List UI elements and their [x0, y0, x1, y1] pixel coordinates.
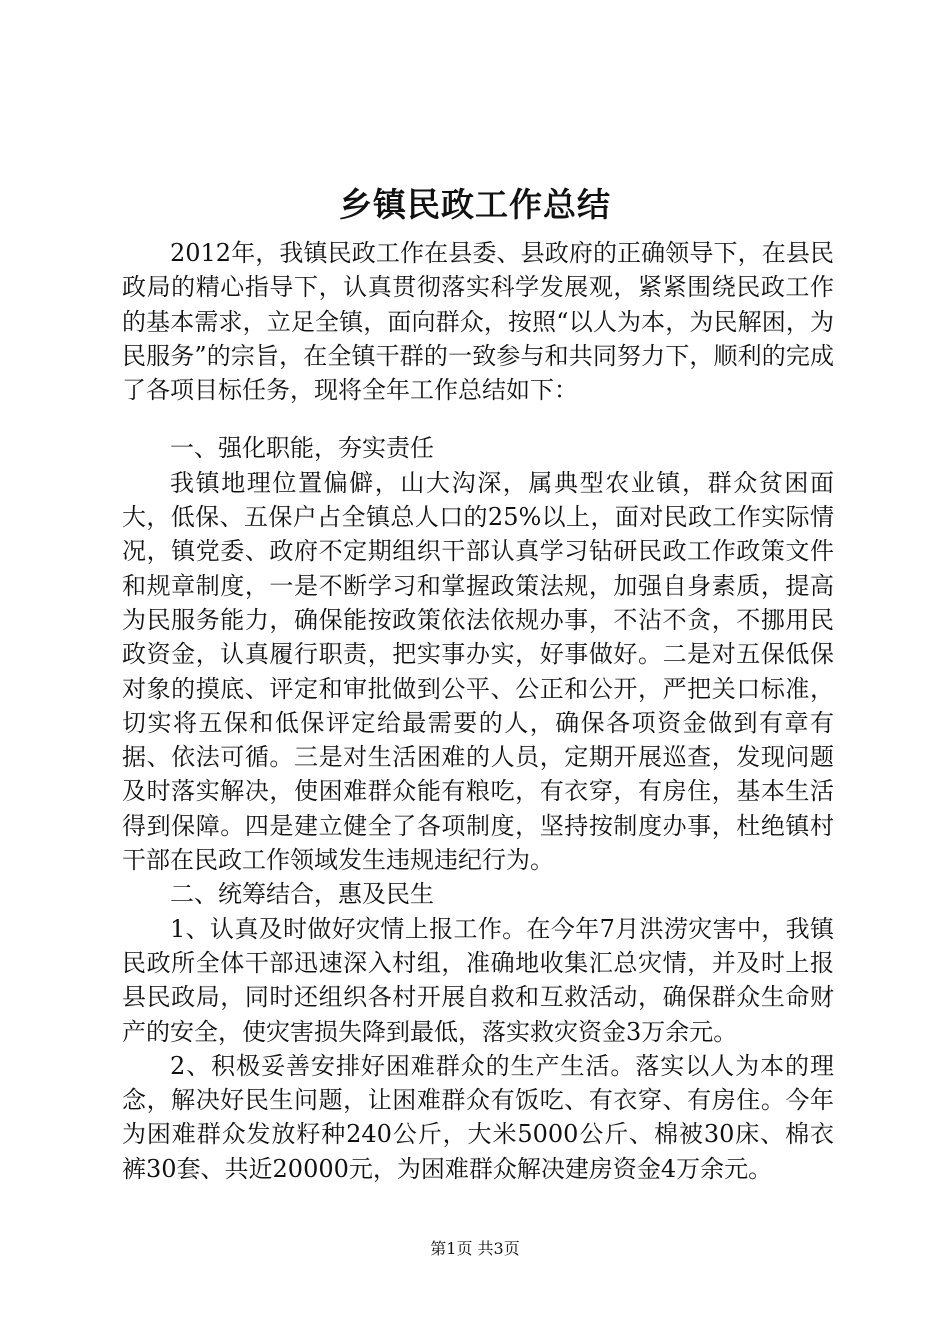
- section-heading-1: 一、强化职能，夯实责任: [170, 434, 434, 463]
- document-title: 乡镇民政工作总结: [339, 185, 611, 224]
- section-1-paragraph: 我镇地理位置偏僻，山大沟深，属典型农业镇，群众贫困面大，低保、五保户占全镇总人口的25%以上，面对民政工作实际情况，镇党委、政府不定期组织干部认真学习钻研民政工作政策文件和规章制度，一是不断学习和掌握政策法规，加强自身素质，提高为民服务能力，确保能按政策依法依规办事，不沾不贪，不挪用民政资金，认真履行职责，把实事办实，好事做好。二是对五保低保对象的摸底、评定和审批做到公平、公正和公开，严把关口标准，切实将五保和低保评定给最需要的人，确保各项资金做到有章有据、依法可循。三是对生活困难的人员，定期开展巡查，发现问题及时落实解决，使困难群众能有粮吃，有衣穿，有房住，基本生活得到保障。四是建立健全了各项制度，坚持按制度办事，杜绝镇村干部在民政工作领域发生违规违纪行为。: [122, 468, 834, 875]
- item-1-paragraph: 1、认真及时做好灾情上报工作。在今年7月洪涝灾害中，我镇民政所全体干部迅速深入村组，准确地收集汇总灾情，并及时上报县民政局，同时还组织各村开展自救和互救活动，确保群众生命财产的安全，使灾害损失降到最低，落实救灾资金3万余元。: [122, 914, 834, 1046]
- item-2-paragraph: 2、积极妥善安排好困难群众的生产生活。落实以人为本的理念，解决好民生问题，让困难群众有饭吃、有衣穿、有房住。今年为困难群众发放籽种240公斤，大米5000公斤、棉被30床、棉衣裤30套、共近20000元，为困难群众解决建房资金4万余元。: [122, 1051, 834, 1183]
- document-body: [122, 236, 834, 1186]
- intro-paragraph: 2012年，我镇民政工作在县委、县政府的正确领导下，在县民政局的精心指导下，认真贯彻落实科学发展观，紧紧围绕民政工作的基本需求，立足全镇，面向群众，按照“以人为本，为民解困，为民服务”的宗旨，在全镇干群的一致参与和共同努力下，顺利的完成了各项目标任务，现将全年工作总结如下：: [122, 239, 834, 405]
- section-heading-2: 二、统筹结合，惠及民生: [170, 880, 434, 909]
- page-number-footer: 第1页 共3页: [430, 1239, 520, 1258]
